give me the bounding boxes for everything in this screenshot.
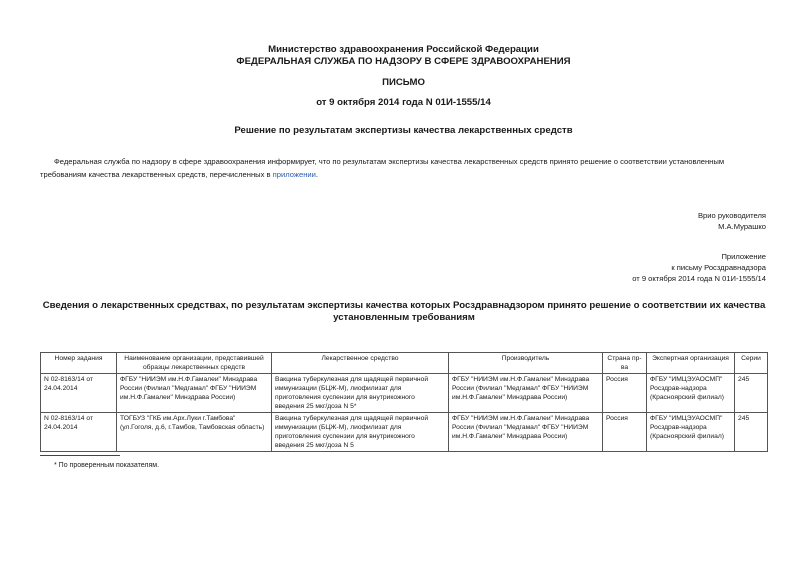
table-cell: ФГБУ "ИМЦЭУАОСМП" Росздрав-надзора (Красноярский филиал) — [647, 374, 735, 413]
table-cell: Россия — [603, 413, 647, 452]
table-cell: N 02-8163/14 от 24.04.2014 — [41, 374, 117, 413]
column-header: Страна пр-ва — [603, 353, 647, 374]
table-row — [41, 413, 768, 452]
table-cell: ФГБУ "ИМЦЭУАОСМП" Росздрав-надзора (Красноярский филиал) — [647, 413, 735, 452]
column-header: Наименование организации, представившей образцы лекарственных средств — [117, 353, 272, 374]
appendix-ref: к письму Росздравнадзора — [671, 263, 766, 272]
signature-name: М.А.Мурашко — [718, 222, 766, 231]
document-type: ПИСЬМО — [382, 77, 425, 88]
appendix-label: Приложение — [721, 252, 766, 261]
appendix-block — [632, 251, 766, 284]
column-header: Серии — [735, 353, 768, 374]
section-title: Сведения о лекарственных средствах, по результатам экспертизы качества которых Росздравнадзором принято решение о соответствии их качества установленным требованиям — [42, 300, 766, 323]
column-header: Лекарственное средство — [272, 353, 449, 374]
footnote: * По проверенным показателям. — [54, 462, 160, 469]
body-text-end: . — [315, 170, 318, 179]
appendix-date: от 9 октября 2014 года N 01И-1555/14 — [632, 274, 766, 283]
table-cell: N 02-8163/14 от 24.04.2014 — [41, 413, 117, 452]
table-cell: ТОГБУЗ "ГКБ им.Арх.Луки г.Тамбова" (ул.Гоголя, д.6, г.Тамбов, Тамбовская область) — [117, 413, 272, 452]
table-row — [41, 374, 768, 413]
drugs-table — [40, 352, 768, 452]
signature-position: Врио руководителя — [697, 211, 766, 220]
table-cell: 245 — [735, 413, 768, 452]
appendix-link[interactable]: приложении — [272, 170, 316, 179]
body-text: Федеральная служба по надзору в сфере здравоохранения информирует, что по результатам экспертизы качества лекарственных средств принято решение о соответствии установленным требованиям качества лекарственных средств, перечисленных в — [40, 157, 725, 179]
table-cell: Россия — [603, 374, 647, 413]
table-header-row — [41, 353, 768, 374]
column-header: Производитель — [449, 353, 603, 374]
table-cell: 245 — [735, 374, 768, 413]
column-header: Экспертная организация — [647, 353, 735, 374]
document-title: Решение по результатам экспертизы качества лекарственных средств — [234, 125, 573, 136]
table-cell: ФГБУ "НИИЭМ им.Н.Ф.Гамалеи" Минздрава России (Филиал "Медгамал" ФГБУ "НИИЭМ им.Н.Ф.Гамалеи" Минздрава России) — [449, 374, 603, 413]
document-date-number: от 9 октября 2014 года N 01И-1555/14 — [316, 97, 491, 108]
footnote-divider — [40, 455, 120, 456]
signature-block — [698, 210, 766, 232]
table-cell: ФГБУ "НИИЭМ им.Н.Ф.Гамалеи" Минздрава России (Филиал "Медгамал" ФГБУ "НИИЭМ им.Н.Ф.Гамалеи" Минздрава России) — [117, 374, 272, 413]
table-cell: Вакцина туберкулезная для щадящей первичной иммунизации (БЦЖ-М), лиофилизат для приготовления суспензии для внутрикожного введения 25 мкг/доза N 5 — [272, 413, 449, 452]
column-header: Номер задания — [41, 353, 117, 374]
table-cell: ФГБУ "НИИЭМ им.Н.Ф.Гамалеи" Минздрава России (Филиал "Медгамал" ФГБУ "НИИЭМ им.Н.Ф.Гамалеи" Минздрава России) — [449, 413, 603, 452]
body-paragraph — [40, 155, 768, 181]
service-name: ФЕДЕРАЛЬНАЯ СЛУЖБА ПО НАДЗОРУ В СФЕРЕ ЗДРАВООХРАНЕНИЯ — [236, 56, 571, 67]
table-cell: Вакцина туберкулезная для щадящей первичной иммунизации (БЦЖ-М), лиофилизат для приготовления суспензии для внутрикожного введения 25 мкг/доза N 5* — [272, 374, 449, 413]
ministry-name: Министерство здравоохранения Российской Федерации — [268, 44, 539, 55]
